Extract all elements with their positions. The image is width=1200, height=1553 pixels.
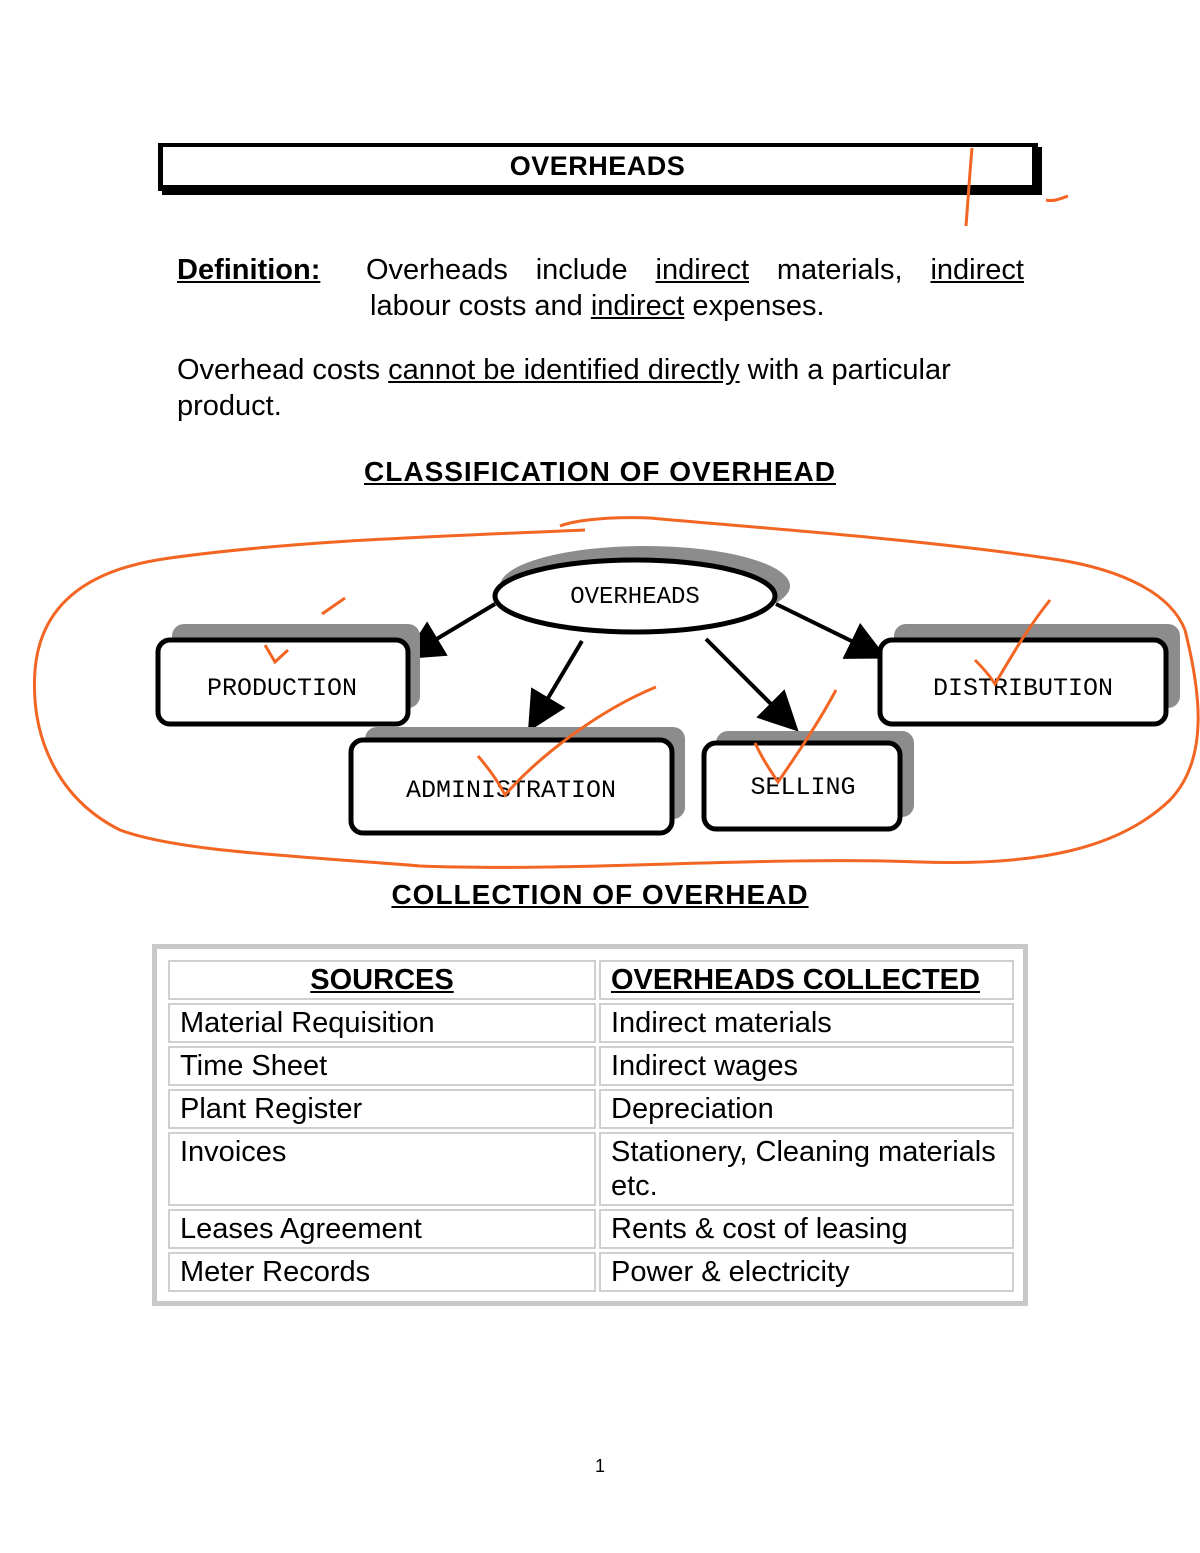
table-cell-source: Leases Agreement (168, 1209, 596, 1249)
distribution-node-label: DISTRIBUTION (932, 674, 1114, 703)
paragraph-underlined: cannot be identified directly (388, 354, 740, 386)
table-cell-source: Time Sheet (168, 1046, 596, 1086)
table-header-row (168, 960, 1014, 1000)
definition-text: labour costs and (370, 290, 591, 322)
arrow-to-administration (532, 641, 582, 725)
definition-word: indirect (655, 254, 750, 286)
table-cell-source: Invoices (168, 1132, 596, 1206)
title-banner (158, 143, 1038, 191)
table-cell-source: Material Requisition (168, 1003, 596, 1043)
check-mark-icon (322, 598, 345, 614)
definition-underlined: indirect (590, 290, 685, 322)
collection-table-frame (152, 944, 1028, 1306)
collection-heading: COLLECTION OF OVERHEAD (391, 879, 809, 910)
column-header-sources: SOURCES (168, 960, 596, 1000)
paragraph-text: with a particular product. (177, 354, 951, 422)
arrow-to-selling (706, 639, 793, 726)
definition-word: include (535, 254, 628, 286)
definition-text: expenses. (684, 290, 825, 322)
classification-heading: CLASSIFICATION OF OVERHEAD (364, 456, 836, 487)
production-node-label: PRODUCTION (206, 674, 358, 703)
page-title: OVERHEADS (509, 150, 686, 181)
table-row (168, 1209, 1014, 1249)
definition-word: indirect (930, 254, 1024, 286)
table-cell-collected: Stationery, Cleaning materials etc. (599, 1132, 1014, 1206)
table-cell-collected: Indirect materials (599, 1003, 1014, 1043)
selling-node-label: SELLING (750, 773, 856, 802)
collection-table (165, 957, 1017, 1295)
definition-word: materials, (776, 254, 903, 286)
overhead-paragraph (177, 352, 1027, 424)
page-number: 1 (594, 1456, 605, 1476)
table-cell-collected: Rents & cost of leasing (599, 1209, 1014, 1249)
classification-diagram (0, 500, 1200, 880)
table-row (168, 1003, 1014, 1043)
title-annotation (950, 140, 1080, 240)
annotation-stroke (1046, 196, 1068, 201)
table-cell-collected: Indirect wages (599, 1046, 1014, 1086)
administration-node-label: ADMINISTRATION (405, 776, 617, 805)
paragraph-text: Overhead costs (177, 354, 389, 386)
definition-word: Overheads (366, 254, 508, 286)
table-cell-source: Meter Records (168, 1252, 596, 1292)
table-cell-collected: Depreciation (599, 1089, 1014, 1129)
table-row (168, 1252, 1014, 1292)
table-row (168, 1046, 1014, 1086)
definition-line-1 (366, 252, 1024, 288)
overheads-node-label: OVERHEADS (570, 584, 700, 611)
arrow-to-production (410, 604, 495, 655)
table-row (168, 1089, 1014, 1129)
definition-line-2 (370, 288, 825, 324)
table-row (168, 1132, 1014, 1206)
column-header-overheads-collected: OVERHEADS COLLECTED (599, 960, 1014, 1000)
annotation-stroke (966, 148, 972, 226)
table-cell-collected: Power & electricity (599, 1252, 1014, 1292)
table-cell-source: Plant Register (168, 1089, 596, 1129)
definition-label: Definition: (177, 254, 321, 286)
arrow-to-distribution (776, 604, 880, 655)
